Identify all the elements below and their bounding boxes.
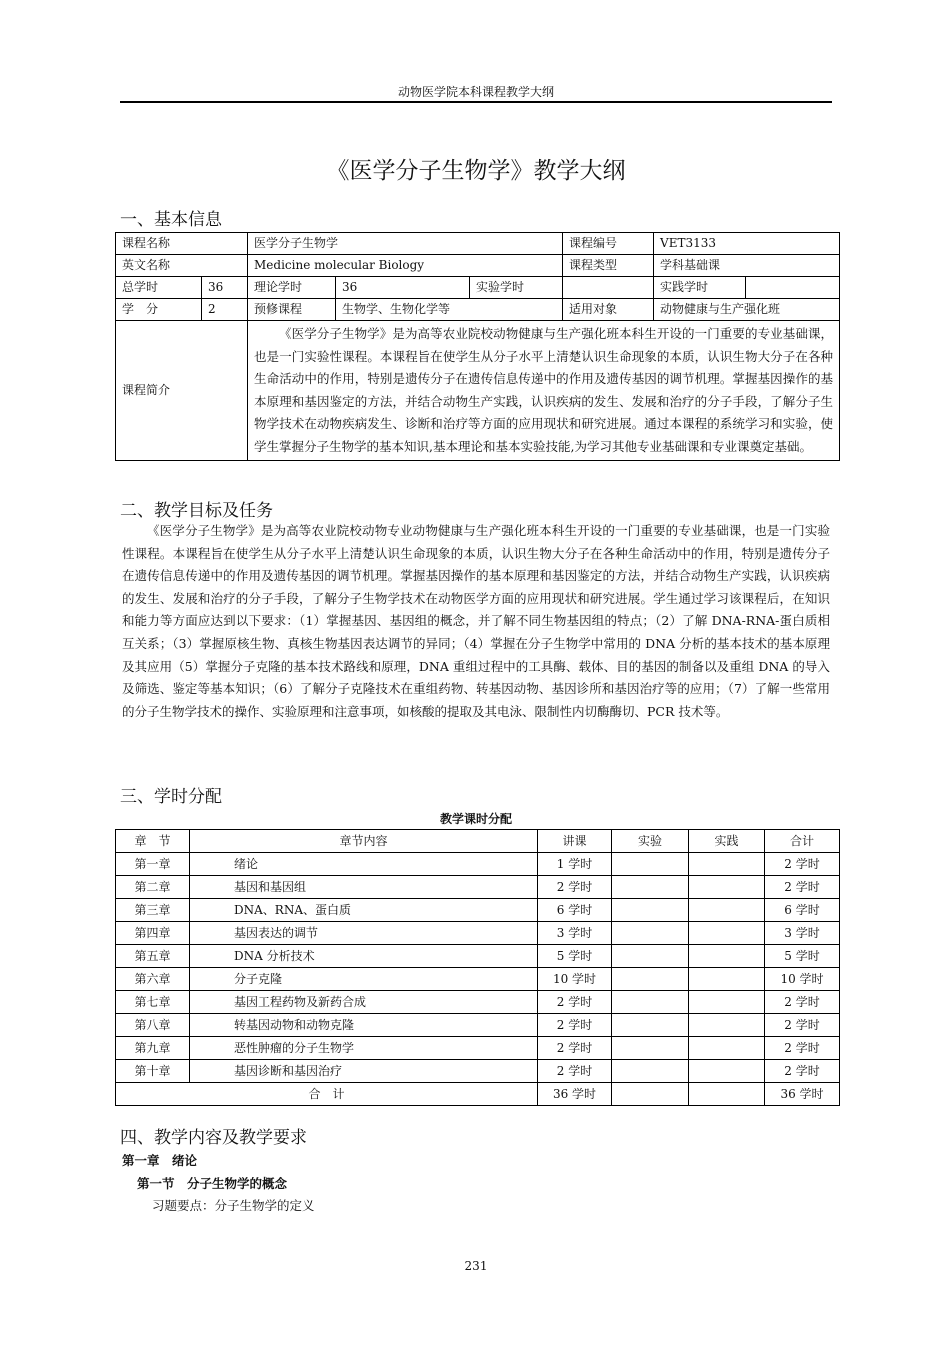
prereq-label: 预修课程	[248, 299, 336, 321]
practice-cell	[689, 1014, 765, 1037]
lecture-cell: 10 学时	[538, 968, 612, 991]
total-cell: 3 学时	[765, 922, 840, 945]
page-number: 231	[464, 1259, 488, 1273]
total-cell: 2 学时	[765, 1060, 840, 1083]
chapter-cell: 第九章	[116, 1037, 190, 1060]
sum-lecture: 36 学时	[538, 1083, 612, 1106]
intro-text: 《医学分子生物学》是为高等农业院校动物健康与生产强化班本科生开设的一门重要的专业基础课，也是一门实验性课程。本课程旨在使学生从分子水平上清楚认识生命现象的本质，认识生物大分子在各种生命活动中的作用，特别是遗传分子在遗传信息传递中的作用及遗传基因的调节机理。掌握基因操作的基本原理和基因鉴定的方法，并结合动物生产实践，认识疾病的发生、发展和治疗的分子手段，了解分子生物学技术在动物疾病发生、诊断和治疗等方面的应用现状和研究进展。通过本课程的系统学习和实验，使学生掌握分子生物学的基本知识,基本理论和基本实验技能,为学习其他专业基础课和专业课奠定基础。	[248, 321, 840, 461]
lecture-cell: 2 学时	[538, 991, 612, 1014]
chapter-cell: 第一章	[116, 853, 190, 876]
course-name-label: 课程名称	[116, 233, 248, 255]
running-header: 动物医学院本科课程教学大纲	[397, 85, 554, 99]
lecture-cell: 2 学时	[538, 876, 612, 899]
table-row	[116, 968, 840, 991]
header-rule	[120, 101, 832, 103]
theory-hours-value: 36	[336, 277, 470, 299]
document-title: 《医学分子生物学》教学大纲	[326, 158, 626, 184]
content-cell: 基因和基因组	[190, 876, 538, 899]
total-cell: 6 学时	[765, 899, 840, 922]
header-lab: 实验	[612, 830, 689, 853]
hours-table	[115, 829, 840, 1106]
lab-cell	[612, 968, 689, 991]
total-cell: 5 学时	[765, 945, 840, 968]
section-goals: 二、教学目标及任务	[120, 501, 273, 521]
table-row	[116, 876, 840, 899]
practice-cell	[689, 1060, 765, 1083]
hours-table-caption: 教学课时分配	[439, 812, 512, 826]
theory-hours-label: 理论学时	[248, 277, 336, 299]
practice-cell	[689, 991, 765, 1014]
course-code-label: 课程编号	[563, 233, 654, 255]
lab-cell	[612, 922, 689, 945]
header-total: 合计	[765, 830, 840, 853]
lab-hours-label: 实验学时	[470, 277, 563, 299]
lecture-cell: 3 学时	[538, 922, 612, 945]
lab-cell	[612, 1060, 689, 1083]
table-row	[116, 991, 840, 1014]
intro-label: 课程简介	[116, 321, 248, 461]
chapter-cell: 第十章	[116, 1060, 190, 1083]
table-row	[116, 1060, 840, 1083]
exercise-points: 习题要点：分子生物学的定义	[152, 1198, 315, 1213]
table-row	[116, 899, 840, 922]
lab-cell	[612, 853, 689, 876]
practice-cell	[689, 945, 765, 968]
prereq-value: 生物学、生物化学等	[336, 299, 563, 321]
course-type-label: 课程类型	[563, 255, 654, 277]
course-type-value: 学科基础课	[654, 255, 840, 277]
lab-hours-value	[563, 277, 654, 299]
credit-label: 学 分	[116, 299, 202, 321]
chapter-cell: 第八章	[116, 1014, 190, 1037]
chapter-cell: 第四章	[116, 922, 190, 945]
table-row	[116, 945, 840, 968]
chapter-cell: 第二章	[116, 876, 190, 899]
total-cell: 2 学时	[765, 876, 840, 899]
header-lecture: 讲课	[538, 830, 612, 853]
total-cell: 2 学时	[765, 1037, 840, 1060]
sum-label: 合 计	[116, 1083, 538, 1106]
lab-cell	[612, 876, 689, 899]
course-name-value: 医学分子生物学	[248, 233, 563, 255]
content-cell: DNA、RNA、蛋白质	[190, 899, 538, 922]
chapter-heading: 第一章 绪论	[122, 1153, 198, 1168]
chapter-cell: 第六章	[116, 968, 190, 991]
total-cell: 2 学时	[765, 991, 840, 1014]
table-row	[116, 853, 840, 876]
practice-cell	[689, 899, 765, 922]
practice-hours-value	[746, 277, 840, 299]
credit-value: 2	[202, 299, 248, 321]
lab-cell	[612, 945, 689, 968]
table-row	[116, 922, 840, 945]
lab-cell	[612, 899, 689, 922]
total-cell: 2 学时	[765, 1014, 840, 1037]
lab-cell	[612, 991, 689, 1014]
header-content: 章节内容	[190, 830, 538, 853]
content-cell: 绪论	[190, 853, 538, 876]
english-name-label: 英文名称	[116, 255, 248, 277]
table-row	[116, 1014, 840, 1037]
table-row	[116, 1037, 840, 1060]
english-name-value: Medicine molecular Biology	[248, 255, 563, 277]
audience-value: 动物健康与生产强化班	[654, 299, 840, 321]
lab-cell	[612, 1014, 689, 1037]
lecture-cell: 2 学时	[538, 1037, 612, 1060]
chapter-cell: 第五章	[116, 945, 190, 968]
course-code-value: VET3133	[654, 233, 840, 255]
content-cell: 恶性肿瘤的分子生物学	[190, 1037, 538, 1060]
content-cell: 分子克隆	[190, 968, 538, 991]
section-content: 四、教学内容及教学要求	[120, 1128, 307, 1148]
total-hours-label: 总学时	[116, 277, 202, 299]
content-cell: 基因表达的调节	[190, 922, 538, 945]
total-cell: 10 学时	[765, 968, 840, 991]
lecture-cell: 2 学时	[538, 1014, 612, 1037]
practice-cell	[689, 1037, 765, 1060]
practice-cell	[689, 922, 765, 945]
lecture-cell: 5 学时	[538, 945, 612, 968]
sum-total: 36 学时	[765, 1083, 840, 1106]
goals-paragraph: 《医学分子生物学》是为高等农业院校动物专业动物健康与生产强化班本科生开设的一门重要的专业基础课，也是一门实验性课程。本课程旨在使学生从分子水平上清楚认识生命现象的本质，认识生物大分子在各种生命活动中的作用，特别是遗传分子在遗传信息传递中的作用及遗传基因的调节机理。掌握基因操作的基本原理和基因鉴定的方法，并结合动物生产实践，认识疾病的发生、发展和治疗的分子手段，了解分子生物学技术在动物医学方面的应用现状和研究进展。学生通过学习该课程后，在知识和能力等方面应达到以下要求：（1）掌握基因、基因组的概念，并了解不同生物基因组的特点；（2）了解 DNA-RNA-蛋白质相互关系；（3）掌握原核生物、真核生物基因表达调节的异同；（4）掌握在分子生物学中常用的 DNA 分析的基本技术的基本原理及其应用（5）掌握分子克隆的基本技术路线和原理，DNA 重组过程中的工具酶、载体、目的基因的制备以及重组 DNA 的导入及筛选、鉴定等基本知识；（6）了解分子克隆技术在重组药物、转基因动物、基因诊所和基因治疗等的应用；（7）了解一些常用的分子生物学技术的操作、实验原理和注意事项，如核酸的提取及其电泳、限制性内切酶酶切、PCR 技术等。	[122, 523, 830, 719]
section-heading: 第一节 分子生物学的概念	[137, 1176, 288, 1191]
lecture-cell: 1 学时	[538, 853, 612, 876]
section-hours: 三、学时分配	[120, 787, 222, 807]
audience-label: 适用对象	[563, 299, 654, 321]
practice-hours-label: 实践学时	[654, 277, 746, 299]
basic-info-table	[115, 232, 840, 461]
total-cell: 2 学时	[765, 853, 840, 876]
sum-practice	[689, 1083, 765, 1106]
chapter-cell: 第三章	[116, 899, 190, 922]
lecture-cell: 6 学时	[538, 899, 612, 922]
sum-row	[116, 1083, 840, 1106]
total-hours-value: 36	[202, 277, 248, 299]
section-basic-info: 一、基本信息	[120, 210, 222, 230]
content-cell: 基因工程药物及新药合成	[190, 991, 538, 1014]
header-chapter: 章 节	[116, 830, 190, 853]
practice-cell	[689, 853, 765, 876]
lab-cell	[612, 1037, 689, 1060]
sum-lab	[612, 1083, 689, 1106]
practice-cell	[689, 968, 765, 991]
content-cell: 转基因动物和动物克隆	[190, 1014, 538, 1037]
header-practice: 实践	[689, 830, 765, 853]
lecture-cell: 2 学时	[538, 1060, 612, 1083]
practice-cell	[689, 876, 765, 899]
content-cell: DNA 分析技术	[190, 945, 538, 968]
chapter-cell: 第七章	[116, 991, 190, 1014]
content-cell: 基因诊断和基因治疗	[190, 1060, 538, 1083]
